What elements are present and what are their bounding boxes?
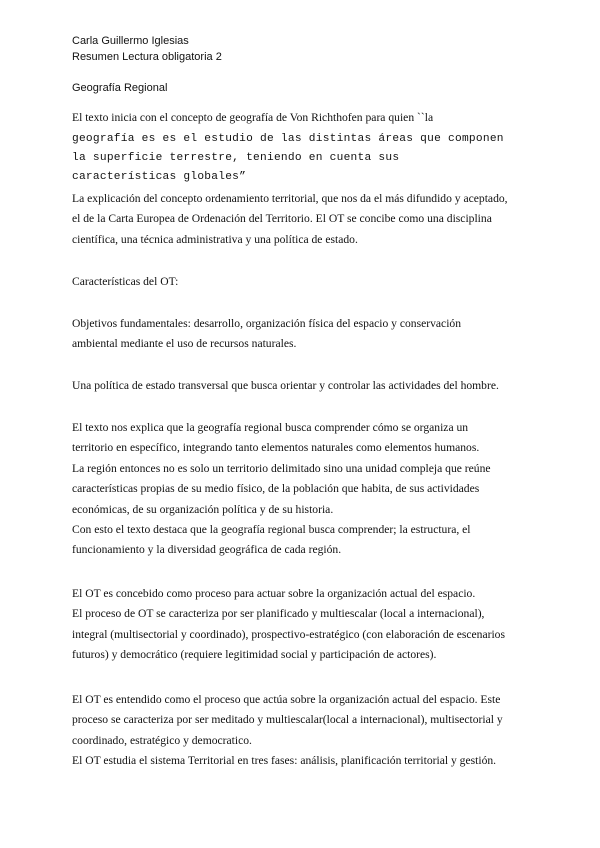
ot-process-paragraph [72, 584, 542, 666]
quote-line: la superficie terrestre, teniendo en cuenta sus [72, 152, 400, 164]
characteristics-heading: Características del OT: [72, 275, 179, 288]
ot-final-paragraph [72, 690, 542, 772]
document-header [72, 34, 542, 64]
text-line: el de la Carta Europea de Ordenación del Territorio. El OT se concibe como una disciplina [72, 212, 492, 226]
intro-lead: El texto inicia con el concepto de geografía de Von Richthofen para quien ``la [72, 111, 434, 124]
ot-definition-paragraph [72, 189, 542, 250]
text-line: científica, una técnica administrativa y una política de estado. [72, 232, 358, 246]
text-line: El OT es entendido como el proceso que actúa sobre la organización actual del espacio. Este [72, 693, 501, 706]
text-line: integral (multisectorial y coordinado), prospectivo-estratégico (con elaboración de escenarios [72, 627, 505, 641]
text-line: La explicación del concepto ordenamiento territorial, que nos da el más difundido y aceptado, [72, 192, 508, 205]
subject-title: Geografía Regional [72, 82, 168, 94]
text-line: funcionamiento y la diversidad geográfica de cada región. [72, 543, 342, 557]
text-line: El OT estudia el sistema Territorial en tres fases: análisis, planificación territorial y gestión. [72, 754, 497, 768]
text-line: futuros) y democrático (requiere legitimidad social y participación de actores). [72, 648, 437, 662]
text-line: Una política de estado transversal que busca orientar y controlar las actividades del hombre. [72, 379, 499, 392]
quote-line: características globales” [72, 171, 247, 183]
policy-paragraph [72, 376, 542, 396]
text-line: económicas, de su organización política y de su historia. [72, 502, 334, 516]
objectives-paragraph [72, 314, 542, 355]
text-line: territorio en específico, integrando tanto elementos naturales como elementos humanos. [72, 441, 480, 455]
quote-line: geografía es es el estudio de las distintas áreas que componen [72, 133, 504, 145]
intro-paragraph [72, 108, 542, 128]
text-line: características propias de su medio físico, de la población que habita, de sus actividades [72, 482, 480, 496]
text-line: Objetivos fundamentales: desarrollo, organización física del espacio y conservación [72, 317, 462, 330]
text-line: El OT es concebido como proceso para actuar sobre la organización actual del espacio. [72, 587, 476, 600]
author-name: Carla Guillermo Iglesias [72, 35, 189, 47]
text-line: Con esto el texto destaca que la geografía regional busca comprender; la estructura, el [72, 523, 471, 537]
text-line: El texto nos explica que la geografía regional busca comprender cómo se organiza un [72, 421, 469, 434]
region-paragraph [72, 418, 542, 561]
text-line: La región entonces no es solo un territorio delimitado sino una unidad compleja que reúne [72, 461, 491, 475]
text-line: El proceso de OT se caracteriza por ser planificado y multiescalar (local a internacional), [72, 607, 485, 621]
text-line: proceso se caracteriza por ser meditado y multiescalar(local a internacional), multisectorial y [72, 713, 503, 727]
quote-block [72, 130, 542, 187]
text-line: ambiental mediante el uso de recursos naturales. [72, 337, 297, 351]
assignment-title: Resumen Lectura obligatoria 2 [72, 51, 222, 63]
text-line: coordinado, estratégico y democratico. [72, 733, 252, 747]
